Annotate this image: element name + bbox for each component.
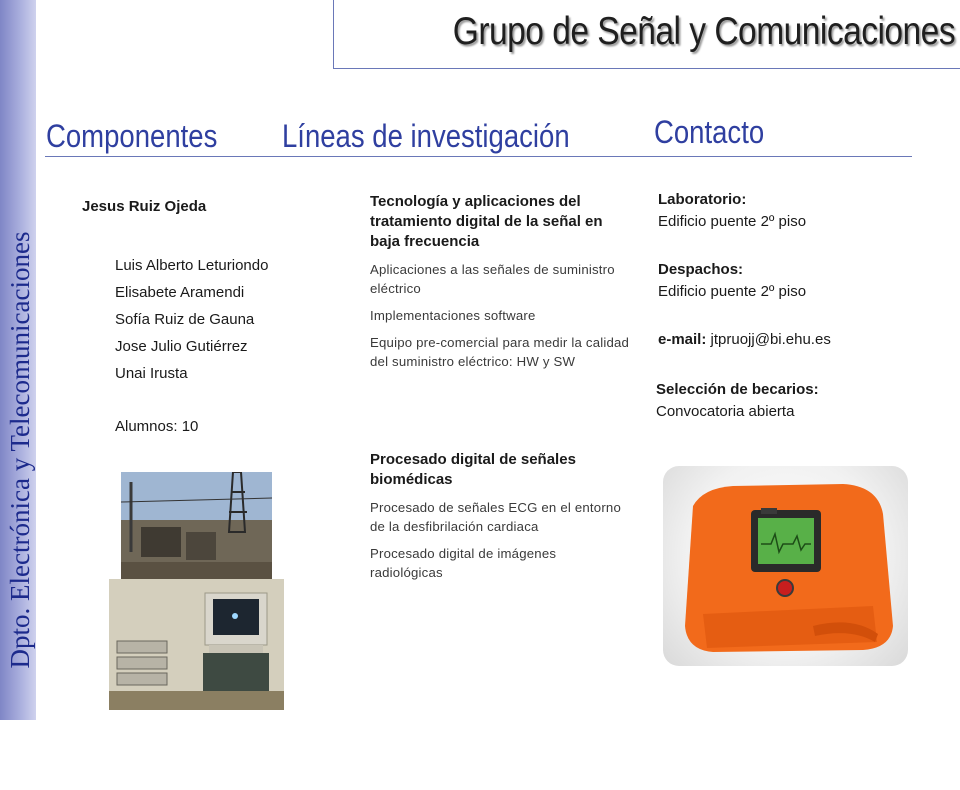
research-line-2 <box>370 450 630 590</box>
contact-label: Laboratorio: <box>658 191 747 208</box>
research-item: Procesado digital de imágenes radiológicas <box>370 546 557 580</box>
contact-despachos <box>658 259 806 303</box>
member-item: Sofía Ruiz de Gauna <box>115 311 255 328</box>
members-list <box>115 256 268 391</box>
group-lead: Jesus Ruiz Ojeda <box>82 198 207 215</box>
contact-email <box>658 329 831 351</box>
email-link[interactable]: jtpruojj@bi.ehu.es <box>706 331 831 348</box>
email-label: e-mail: <box>658 331 707 348</box>
heading-divider <box>45 156 912 157</box>
alumnos-count: Alumnos: 10 <box>115 418 199 435</box>
lab-equipment-photo <box>109 579 284 710</box>
page-title: Grupo de Señal y Comunicaciones <box>452 10 955 53</box>
research-line-title: Tecnología y aplicaciones del tratamiento digital de la señal en baja frecuencia <box>370 193 603 250</box>
contact-laboratorio <box>658 189 806 233</box>
substation-photo <box>121 472 272 580</box>
contact-value: Edificio puente 2º piso <box>658 213 807 230</box>
heading-componentes: Componentes <box>46 118 218 154</box>
research-line-title: Procesado digital de señales biomédicas <box>370 451 576 488</box>
contact-value: Convocatoria abierta <box>656 403 795 420</box>
defibrillator-photo <box>663 466 908 666</box>
member-item: Luis Alberto Leturiondo <box>115 257 269 274</box>
contact-label: Selección de becarios: <box>656 381 819 398</box>
title-box <box>333 0 960 69</box>
heading-contacto: Contacto <box>654 114 765 150</box>
contact-value: Edificio puente 2º piso <box>658 283 807 300</box>
contact-becarios <box>656 379 819 423</box>
member-item: Elisabete Aramendi <box>115 284 245 301</box>
research-item: Aplicaciones a las señales de suministro eléctrico <box>370 262 615 296</box>
side-banner-text: Dpto. Electrónica y Telecomunicaciones <box>5 231 35 669</box>
research-line-1 <box>370 192 630 379</box>
research-item: Procesado de señales ECG en el entorno de la desfibrilación cardiaca <box>370 500 621 534</box>
contact-label: Despachos: <box>658 261 744 278</box>
side-banner <box>0 0 36 720</box>
heading-lineas-investigacion: Líneas de investigación <box>282 118 570 154</box>
member-item: Jose Julio Gutiérrez <box>115 338 248 355</box>
research-item: Implementaciones software <box>370 308 536 323</box>
member-item: Unai Irusta <box>115 365 188 382</box>
research-item: Equipo pre-comercial para medir la calidad del suministro eléctrico: HW y SW <box>370 335 630 369</box>
